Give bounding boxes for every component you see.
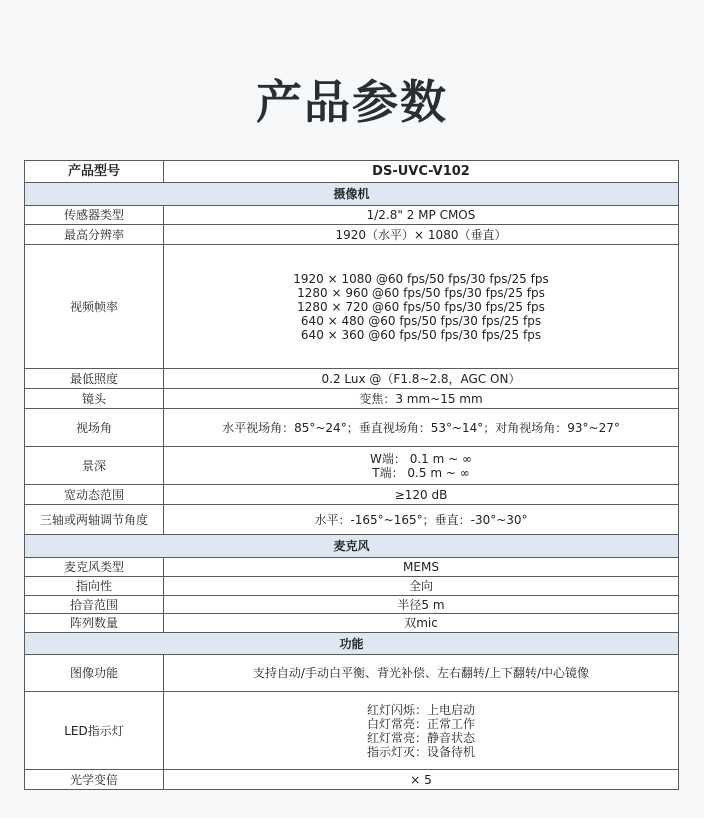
value-line: 白灯常亮：正常工作	[366, 716, 475, 731]
table-row	[25, 206, 679, 225]
row-value: MEMS	[164, 558, 679, 577]
row-label: 传感器类型	[25, 206, 164, 225]
table-header-row	[25, 161, 679, 183]
value-line: 640 × 480 @60 fps/50 fps/30 fps/25 fps	[300, 313, 542, 328]
section-title: 麦克风	[25, 535, 679, 558]
table-row	[25, 389, 679, 409]
row-value: 1/2.8" 2 MP CMOS	[164, 206, 679, 225]
table-row	[25, 692, 679, 770]
row-label: 阵列数量	[25, 614, 164, 633]
table-row	[25, 485, 679, 505]
row-value: 水平：-165°~165°；垂直：-30°~30°	[164, 505, 679, 535]
value-line: 1280 × 960 @60 fps/50 fps/30 fps/25 fps	[297, 285, 545, 300]
value-line: T端： 0.5 m ~ ∞	[372, 465, 470, 480]
header-model-value: DS-UVC-V102	[164, 161, 679, 183]
row-label: 图像功能	[25, 655, 164, 692]
row-value	[164, 245, 679, 369]
table-row	[25, 505, 679, 535]
table-row	[25, 369, 679, 389]
row-label: 视场角	[25, 409, 164, 447]
row-value	[164, 447, 679, 485]
value-line: 红灯闪烁：上电启动	[366, 702, 475, 717]
row-value: 全向	[164, 577, 679, 596]
row-value: 0.2 Lux @（F1.8~2.8，AGC ON）	[164, 369, 679, 389]
row-label: 最高分辨率	[25, 225, 164, 245]
table-row	[25, 655, 679, 692]
value-line: 640 × 360 @60 fps/50 fps/30 fps/25 fps	[300, 327, 542, 342]
row-value: 半径5 m	[164, 596, 679, 614]
value-line: 红灯常亮：静音状态	[366, 730, 475, 745]
value-line: 1920 × 1080 @60 fps/50 fps/30 fps/25 fps	[293, 271, 549, 286]
header-label: 产品型号	[25, 161, 164, 183]
table-row	[25, 558, 679, 577]
row-value: × 5	[164, 770, 679, 790]
table-row	[25, 245, 679, 369]
table-row	[25, 577, 679, 596]
table-row	[25, 770, 679, 790]
row-label: 光学变倍	[25, 770, 164, 790]
row-label: 三轴或两轴调节角度	[25, 505, 164, 535]
value-line: 1280 × 720 @60 fps/50 fps/30 fps/25 fps	[297, 299, 545, 314]
table-row	[25, 447, 679, 485]
section-title: 摄像机	[25, 183, 679, 206]
row-value: 水平视场角：85°~24°；垂直视场角：53°~14°；对角视场角：93°~27°	[164, 409, 679, 447]
row-value: 1920（水平）× 1080（垂直）	[164, 225, 679, 245]
row-label: 视频帧率	[25, 245, 164, 369]
table-row	[25, 614, 679, 633]
value-line: W端： 0.1 m ~ ∞	[370, 451, 472, 466]
table-row	[25, 409, 679, 447]
row-label: 镜头	[25, 389, 164, 409]
row-value	[164, 692, 679, 770]
page-title: 产品参数	[256, 75, 448, 129]
value-line: 指示灯灭：设备待机	[366, 744, 475, 759]
row-value: 支持自动/手动白平衡、背光补偿、左右翻转/上下翻转/中心镜像	[164, 655, 679, 692]
row-label: 景深	[25, 447, 164, 485]
section-header-camera	[25, 183, 679, 206]
row-label: 最低照度	[25, 369, 164, 389]
row-label: LED指示灯	[25, 692, 164, 770]
table-row	[25, 596, 679, 614]
row-label: 拾音范围	[25, 596, 164, 614]
row-value: 双mic	[164, 614, 679, 633]
spec-table	[24, 160, 679, 790]
section-header-microphone	[25, 535, 679, 558]
row-value: ≥120 dB	[164, 485, 679, 505]
table-row	[25, 225, 679, 245]
row-label: 麦克风类型	[25, 558, 164, 577]
row-label: 宽动态范围	[25, 485, 164, 505]
section-header-functions	[25, 633, 679, 655]
row-value: 变焦：3 mm~15 mm	[164, 389, 679, 409]
row-label: 指向性	[25, 577, 164, 596]
section-title: 功能	[25, 633, 679, 655]
